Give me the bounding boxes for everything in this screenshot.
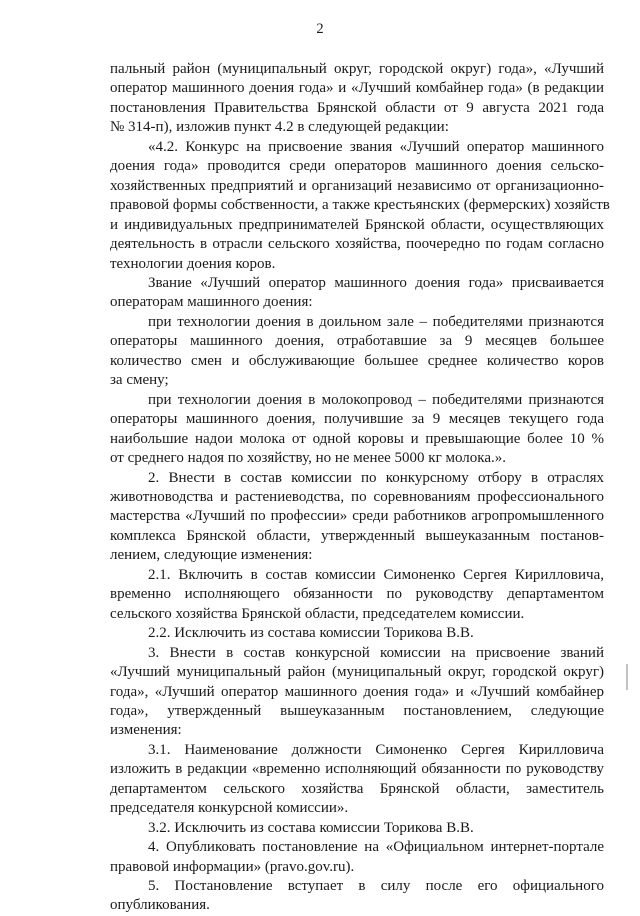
scan-artifact (626, 664, 628, 690)
text-line: мастерства «Лучший по профессии» среди работников агропромышленного (110, 508, 604, 525)
item-3-2-paragraph (110, 819, 604, 838)
text-line: 2.2. Исключить из состава комиссии Торикова В.В. (148, 625, 474, 642)
text-line: операторам машинного доения: (110, 294, 313, 311)
text-line: правовой информации» (pravo.gov.ru). (110, 858, 355, 875)
text-line: председателя конкурсной комиссии». (110, 800, 349, 817)
text-line: количество смен и обслуживающие большее среднее количество коров (110, 352, 604, 369)
text-line: от среднего надоя по хозяйству, но не менее 5000 кг молока.». (110, 450, 506, 467)
text-line: постановления Правительства Брянской области от 9 августа 2021 года (110, 99, 604, 116)
text-line: 3.1. Наименование должности Симоненко Сергея Кирилловича (148, 741, 604, 758)
milk-pipeline-paragraph (110, 391, 604, 469)
text-line: животноводства и растениеводства, по соревнованиям профессионального (110, 488, 604, 505)
text-line: «Лучший муниципальный район (муниципальный округ, городской округ) (110, 664, 604, 681)
text-line: 3. Внести в состав конкурсной комиссии на присвоение званий (148, 644, 604, 661)
document-body (110, 60, 610, 916)
item-4-paragraph (110, 838, 604, 877)
text-line: лением, следующие изменения: (110, 547, 313, 564)
item-2-2-paragraph (110, 624, 604, 643)
text-line: года», «Лучший оператор машинного доения года» и «Лучший комбайнер (110, 683, 604, 700)
text-line: технологии доения коров. (110, 255, 276, 272)
text-line: оператор машинного доения года» и «Лучший комбайнер года» (в редакции (110, 80, 604, 97)
text-line: 2. Внести в состав комиссии по конкурсному отбору в отраслях (148, 469, 604, 486)
text-line: операторы машинного доения, отработавшие за 9 месяцев большее (110, 333, 604, 350)
text-line: комплекса Брянской области, утвержденный вышеуказанным постанов- (110, 527, 604, 544)
text-line: операторы машинного доения, получившие за 9 месяцев текущего года (110, 411, 604, 428)
text-line: 3.2. Исключить из состава комиссии Торикова В.В. (148, 819, 474, 836)
item-2-1-paragraph (110, 566, 604, 624)
item-2-paragraph (110, 469, 604, 566)
text-line: и индивидуальных предпринимателей Брянской области, осуществляющих (110, 216, 604, 233)
item-3-paragraph (110, 644, 604, 741)
text-line: хозяйственных предприятий и организаций независимо от организационно- (110, 177, 604, 194)
title-award-paragraph (110, 274, 604, 313)
text-line: сельского хозяйства Брянской области, председателем комиссии. (110, 605, 525, 622)
text-line: доения года» проводится среди операторов машинного доения сельско- (110, 158, 604, 175)
text-line: за смену; (110, 372, 169, 389)
text-line: наибольшие надои молока от одной коровы и превышающие более 10 % (110, 430, 604, 447)
text-line: деятельность в отрасли сельского хозяйства, поочередно по годам согласно (110, 236, 604, 253)
text-line: 4. Опубликовать постановление на «Официальном интернет-портале (148, 839, 604, 856)
text-line: опубликования. (110, 897, 210, 914)
text-line: департаментом сельского хозяйства Брянской области, заместитель (110, 780, 604, 797)
text-line: 2.1. Включить в состав комиссии Симоненко Сергея Кирилловича, (148, 566, 604, 583)
text-line: правовой формы собственности, а также крестьянских (фермерских) хозяйств (110, 197, 610, 214)
text-line: изменения: (110, 722, 182, 739)
text-line: при технологии доения в молокопровод – победителями признаются (148, 391, 604, 408)
intro-paragraph (110, 60, 604, 138)
text-line: изложить в редакции «временно исполняющий обязанности по руководству (110, 761, 604, 778)
item-3-1-paragraph (110, 741, 604, 819)
text-line: года», утвержденный вышеуказанным постановлением, следующие (110, 702, 604, 719)
text-line: № 314-п), изложив пункт 4.2 в следующей редакции: (110, 119, 449, 136)
text-line: временно исполняющего обязанности по руководству департаментом (110, 586, 604, 603)
page-number: 2 (316, 21, 324, 37)
text-line: Звание «Лучший оператор машинного доения года» присваивается (148, 274, 604, 291)
text-line: пальный район (муниципальный округ, городской округ) года», «Лучший (110, 61, 604, 77)
clause-4-2-paragraph (110, 138, 610, 274)
item-5-paragraph (110, 877, 604, 916)
text-line: при технологии доения в доильном зале – победителями признаются (148, 313, 604, 330)
text-line: «4.2. Конкурс на присвоение звания «Лучший оператор машинного (148, 138, 604, 155)
text-line: 5. Постановление вступает в силу после его официального (148, 878, 604, 895)
milking-hall-paragraph (110, 313, 604, 391)
